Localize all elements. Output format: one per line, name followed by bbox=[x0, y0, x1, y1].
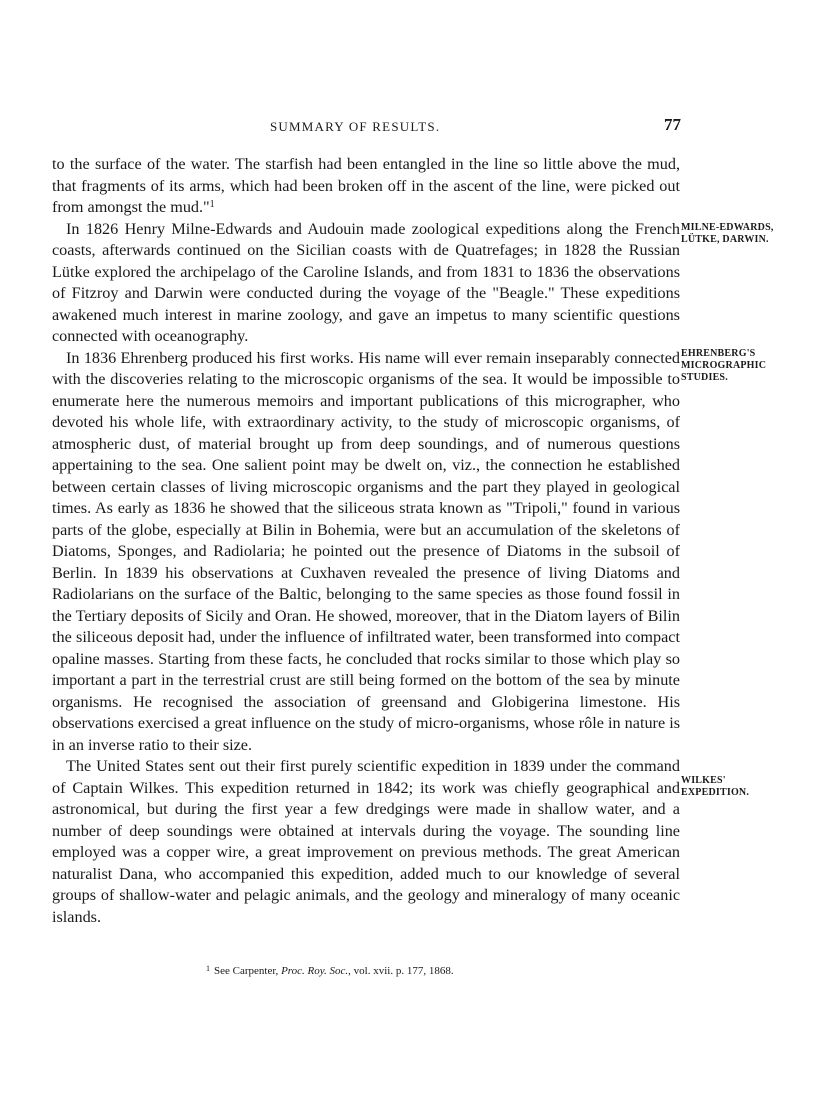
sidenote-milne-edwards bbox=[681, 222, 811, 246]
footnote-reference: 1 bbox=[209, 199, 215, 210]
sidenote-wilkes bbox=[681, 775, 811, 799]
sidenote-ehrenberg bbox=[681, 348, 811, 384]
footnote-marker: 1 bbox=[206, 964, 210, 973]
sidenote-line: MILNE-EDWARDS, bbox=[681, 222, 774, 233]
paragraph-ehrenberg: In 1836 Ehrenberg produced his first works. His name will ever remain inseparably connected with the discoveries relating to the microscopic organisms of the sea. It would be impossible to enumerate here the numerous memoirs and important publications of this micrographer, who devoted his whole life, with extraordinary activity, to the study of microscopic organisms, of atmospheric dust, of material brought up from deep soundings, and of numerous questions appertaining to the sea. One salient point may be dwelt on, viz., the connection he established between certain classes of living microscopic organisms and the part they played in geological times. As early as 1836 he showed that the siliceous strata known as "Tripoli," found in various parts of the globe, especially at Bilin in Bohemia, were but an accumulation of the skeletons of Diatoms, Sponges, and Radiolaria; he pointed out the presence of Diatoms in the subsoil of Berlin. In 1839 his observations at Cuxhaven revealed the presence of living Diatoms and Radiolarians on the surface of the Baltic, belonging to the same species as those found fossil in the Tertiary deposits of Sicily and Oran. He showed, moreover, that in the Diatom layers of Bilin the siliceous deposit had, under the influence of infiltrated water, been transformed into compact opaline masses. Starting from these facts, he concluded that rocks similar to those which play so important a part in the terrestrial crust are still being formed on the bottom of the sea by minute organisms. He recognised the association of greensand and Globigerina limestone. His observations exercised a great influence on the study of micro-organisms, whose rôle in nature is in an inverse ratio to their size. bbox=[52, 348, 680, 754]
running-title: SUMMARY OF RESULTS. bbox=[270, 119, 441, 134]
sidenote-line: WILKES' bbox=[681, 775, 726, 786]
footnote bbox=[206, 965, 454, 977]
paragraph-wilkes: The United States sent out their first purely scientific expedition in 1839 under the command of Captain Wilkes. This expedition returned in 1842; its work was chiefly geographical and astronomical, but during the first year a few dredgings were made in shallow water, and a number of deep soundings were obtained at intervals during the voyage. The sounding line employed was a copper wire, a great improvement on previous methods. The great American naturalist Dana, who accompanied this expedition, added much to our knowledge of several groups of shallow-water and pelagic animals, and the geology and mineralogy of many oceanic islands. bbox=[52, 757, 680, 926]
paragraph-continued bbox=[52, 154, 680, 219]
page-number: 77 bbox=[664, 115, 681, 134]
sidenote-line: LÜTKE, DARWIN. bbox=[681, 234, 769, 245]
main-text bbox=[52, 154, 680, 928]
paragraph-milne-edwards: In 1826 Henry Milne-Edwards and Audouin made zoological expeditions along the French coasts, afterwards continued on the Sicilian coasts with de Quatrefages; in 1828 the Russian Lütke explored the archipelago of the Caroline Islands, and from 1831 to 1836 the observations of Fitzroy and Darwin were conducted during the voyage of the "Beagle." These expeditions awakened much interest in marine zoology, and gave an impetus to many scientific questions connected with oceanography. bbox=[52, 219, 680, 345]
footnote-journal: Proc. Roy. Soc. bbox=[281, 965, 349, 977]
footnote-prefix: See Carpenter, bbox=[214, 965, 279, 977]
sidenote-line: STUDIES. bbox=[681, 372, 728, 383]
sidenote-line: EXPEDITION. bbox=[681, 787, 750, 798]
footnote-reference-text: , vol. xvii. p. 177, 1868. bbox=[348, 965, 454, 977]
sidenote-line: EHRENBERG'S bbox=[681, 348, 756, 359]
paragraph-text: to the surface of the water. The starfish had been entangled in the line so little above the mud, that fragments of its arms, which had been broken off in the ascent of the line, were picked out from amongst the mud." bbox=[52, 155, 680, 216]
page-header bbox=[52, 117, 681, 139]
sidenote-line: MICROGRAPHIC bbox=[681, 360, 767, 371]
